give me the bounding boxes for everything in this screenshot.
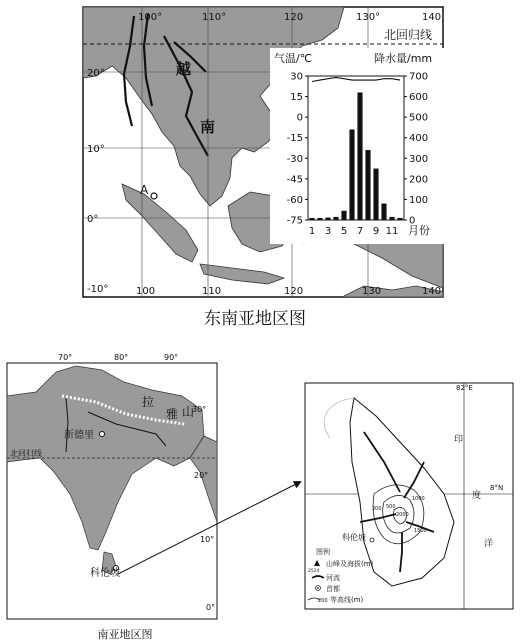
char-ya: 雅	[166, 407, 179, 421]
contour-value: 200	[372, 506, 382, 512]
precip-bar-8	[365, 150, 370, 220]
colombo-label: 科伦坡	[342, 533, 366, 542]
lat-label: -10°	[87, 284, 109, 295]
temp-tick-label: 30	[290, 71, 303, 83]
lon-label: 90°	[164, 353, 179, 362]
point-a-label: A	[140, 183, 149, 197]
precip-bar-1	[309, 218, 314, 220]
precip-tick-label: 300	[409, 153, 429, 165]
ocean-char: 度	[472, 491, 482, 501]
point-a-marker	[151, 193, 157, 199]
legend-item-river: 河流	[326, 574, 340, 582]
precip-tick-label: 200	[409, 174, 429, 186]
temp-tick-label: -45	[286, 174, 303, 186]
precip-tick-label: 700	[409, 71, 429, 83]
lat-label: 0°	[87, 214, 99, 225]
char-la: 拉	[142, 395, 155, 409]
temp-tick-label: -30	[286, 153, 303, 165]
lat-label: 10°	[200, 535, 215, 544]
precip-bar-12	[397, 218, 402, 220]
legend-contour-value: 200	[318, 598, 328, 604]
month-tick-label: 3	[324, 226, 332, 237]
lon-label-bottom: 140	[422, 286, 442, 297]
precip-bar-4	[333, 217, 338, 220]
country-label-yue: 越	[176, 60, 192, 78]
precip-bar-3	[325, 218, 330, 220]
precip-bar-11	[389, 217, 394, 220]
lon-label-top: 120	[284, 12, 304, 23]
lat-label: 20°	[87, 68, 105, 79]
month-tick-label: 9	[372, 226, 380, 237]
month-tick-label: 1	[308, 226, 316, 237]
pointer-arrow	[110, 470, 306, 580]
contour-value: 2000	[396, 512, 409, 518]
lat-label: 20°	[194, 471, 209, 480]
month-tick-label: 5	[340, 226, 348, 237]
lon-label-bottom: 120	[284, 286, 304, 297]
lat-label: 0°	[206, 603, 216, 612]
precip-axis-label: 降水量/mm	[374, 52, 433, 65]
tropic-label: 北回归线	[384, 28, 433, 42]
colombo-label: 科伦坡	[90, 568, 120, 579]
temp-axis-label: 气温/℃	[274, 52, 313, 65]
precip-tick-label: 100	[409, 194, 429, 206]
precip-bar-6	[349, 129, 354, 220]
legend-title: 图例	[316, 548, 330, 556]
lon-label-top: 140	[422, 12, 442, 23]
lon-label: 82°E	[456, 384, 473, 392]
month-axis-label: 月份	[408, 224, 430, 237]
contour-value: 500	[386, 504, 396, 510]
lon-label-top: 110°	[202, 12, 227, 23]
legend-item-contour: 等高线(m)	[330, 596, 364, 604]
lon-label-bottom: 130	[362, 286, 382, 297]
temp-tick-label: 15	[290, 92, 303, 104]
precip-bar-10	[381, 204, 386, 220]
lon-label: 70°	[58, 353, 73, 362]
month-tick-label: 7	[356, 226, 364, 237]
legend-item-peak: 山峰及海拔(m)	[326, 560, 374, 568]
lon-label-top: 100°	[138, 12, 163, 23]
temp-tick-label: 0	[296, 112, 303, 124]
precip-bar-7	[357, 92, 362, 220]
month-tick-label: 11	[385, 226, 399, 237]
precip-bar-2	[317, 218, 322, 220]
precip-tick-label: 0	[409, 215, 416, 227]
temp-tick-label: -75	[286, 215, 303, 227]
sri-lanka-map	[304, 382, 514, 610]
new-delhi-marker	[100, 432, 105, 437]
precip-tick-label: 400	[409, 133, 429, 145]
lon-label-bottom: 110	[202, 286, 222, 297]
lat-label: 10°	[87, 144, 105, 155]
lon-label-bottom: 100	[136, 286, 156, 297]
precip-bar-5	[341, 211, 346, 220]
lat-label: 30°	[192, 405, 207, 414]
country-label-nan: 南	[200, 118, 216, 136]
climate-chart	[270, 48, 444, 244]
bottom-map-caption: 南亚地区图	[97, 628, 153, 641]
precip-tick-label: 500	[409, 112, 429, 124]
tropic-label: 北回归线	[10, 449, 42, 458]
ocean-char: 洋	[484, 539, 494, 549]
colombo-marker	[370, 538, 374, 542]
lat-label: 8°N	[490, 484, 504, 492]
precip-tick-label: 600	[409, 92, 429, 104]
precip-bar-9	[373, 169, 378, 220]
char-shan: 山	[182, 405, 195, 419]
contour-value: 1500	[414, 528, 427, 534]
legend-peak-value: 2524	[308, 569, 320, 574]
new-delhi-label: 新德里	[64, 430, 94, 441]
legend-item-capital: 首都	[326, 585, 340, 593]
top-map-caption: 东南亚地区图	[204, 309, 306, 329]
contour-value: 1000	[412, 496, 425, 502]
ocean-char: 印	[454, 435, 464, 445]
temp-tick-label: -15	[286, 133, 303, 145]
temp-tick-label: -60	[286, 194, 303, 206]
lon-label-top: 130°	[356, 12, 381, 23]
lon-label: 80°	[114, 353, 129, 362]
